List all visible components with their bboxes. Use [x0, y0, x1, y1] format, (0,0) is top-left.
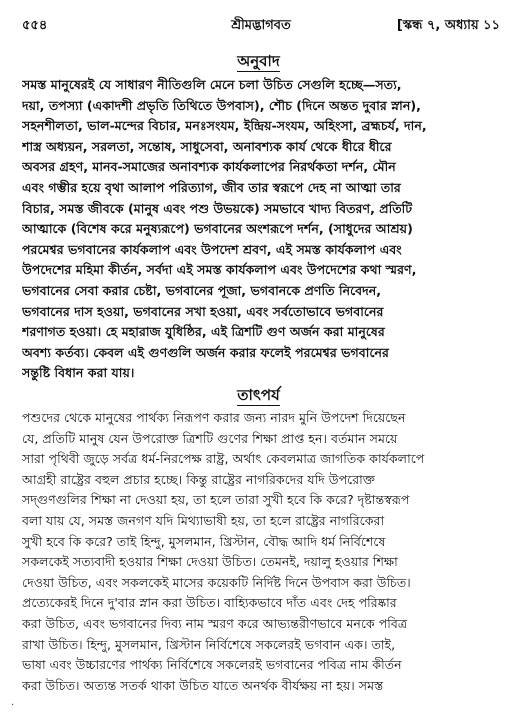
translation-heading-text: অনুবাদ: [237, 52, 280, 70]
translation-line: সমস্ত মানুষেরই যে সাধারণ নীতিগুলি মেনে চলা উচিত সেগুলি হচ্ছে—সত্য,: [22, 77, 402, 92]
purport-line: করা উচিত। অত্যন্ত সতর্ক থাকা উচিত যাতে অনর্থক বীর্যক্ষয় না হয়। সমস্ত: [22, 677, 384, 693]
chapter-reference: [স্কন্ধ ৭, অধ্যায় ১১: [396, 18, 500, 33]
purport-line: ভাষা এবং উচ্চারণের পার্থক্য নির্বিশেষে সকলেরই ভগবানের পবিত্র নাম কীর্তন: [22, 657, 402, 673]
translation-line: সন্তুষ্টি বিধান করা যায়।: [22, 365, 135, 381]
translation-line: শাস্ত্র অধ্যয়ন, সরলতা, সন্তোষ, সাধুসেবা, অনাবশ্যক কার্য থেকে ধীরে ধীরে: [22, 138, 392, 154]
translation-line: এবং গম্ভীর হয়ে বৃথা আলাপ পরিত্যাগ, জীব তার স্বরূপে দেহ না আত্মা তার: [22, 179, 401, 195]
purport-line: যে, প্রতিটি মানুষ যেন উপরোক্ত ত্রিশটি গুণের শিক্ষা প্রাপ্ত হন। বর্তমান সময়ে: [22, 430, 398, 446]
purport-line: সারা পৃথিবী জুড়ে সর্বত্র ধর্ম-নিরপেক্ষ রাষ্ট্র, অর্থাৎ কেবলমাত্র জাগতিক কার্যকলাপে: [22, 451, 425, 467]
translation-line: সহনশীলতা, ভাল-মন্দের বিচার, মনঃসংযম, ইন্দ্রিয়-সংযম, অহিংসা, ব্রহ্মচর্য, দান,: [22, 118, 427, 134]
purport-line: আগ্রহী রাষ্ট্রের বহুল প্রচার হচ্ছে। কিন্তু রাষ্ট্রের নাগরিকদের যদি উপরোক্ত: [22, 471, 376, 487]
translation-line: অবশ্য কর্তব্য। কেবল এই গুণগুলি অর্জন করার ফলেই পরমেশ্বর ভগবানের: [22, 344, 389, 360]
purport-line: সকলকেই সত্যবাদী হওয়ার শিক্ষা দেওয়া উচিত। তেমনই, দয়ালু হওয়ার শিক্ষা: [22, 554, 398, 570]
purport-text: [22, 408, 497, 696]
purport-line: রাখা উচিত। হিন্দু, মুসলমান, খ্রিস্টান নির্বিশেষে সকলেরই ভগবান এক। তাই,: [22, 636, 396, 652]
purport-heading-text: তাৎপর্য: [237, 386, 280, 404]
purport-line: পশুদের থেকে মানুষের পার্থক্য নিরূপণ করার জন্য নারদ মুনি উপদেশ দিয়েছেন: [22, 410, 406, 425]
purport-line: সদ্গুণগুলির শিক্ষা না দেওয়া হয়, তা হলে তারা সুখী হবে কি করে? দৃষ্টান্তস্বরূপ: [22, 492, 410, 508]
translation-heading: [0, 50, 517, 75]
page-number: ৫৫৪: [22, 18, 48, 33]
book-title: শ্রীমদ্ভাগবত: [231, 18, 291, 33]
translation-line: উপদেশের মহিমা কীর্তন, সর্বদা এই সমস্ত কার্যকলাপ এবং উপদেশের কথা স্মরণ,: [22, 262, 417, 278]
translation-line: অবসর গ্রহণ, মানব-সমাজের অনাবশ্যক কার্যকলাপের নিরর্থকতা দর্শন, মৌন: [22, 159, 396, 175]
scan-mark: ·: [11, 700, 15, 711]
translation-text: [22, 75, 497, 384]
purport-line: বলা যায় যে, সমস্ত জনগণ যদি মিথ্যাভাষী হয়, তা হলে রাষ্ট্রের নাগরিকেরা: [22, 512, 385, 528]
purport-heading: [0, 384, 517, 409]
translation-line: পরমেশ্বর ভগবানের কার্যকলাপ এবং উপদেশ শ্রবণ, এই সমস্ত কার্যকলাপ এবং: [22, 241, 402, 257]
page-header: [22, 16, 500, 38]
translation-line: ভগবানের দাস হওয়া, ভগবানের সখা হওয়া, এবং সর্বতোভাবে ভগবানের: [22, 303, 384, 319]
translation-line: ভগবানের সেবা করার চেষ্টা, ভগবানের পূজা, ভগবানকে প্রণতি নিবেদন,: [22, 282, 382, 298]
translation-line: দয়া, তপস্যা (একাদশী প্রভৃতি তিথিতে উপবাস), শৌচ (দিনে অন্তত দুবার স্নান),: [22, 97, 421, 113]
purport-line: করা উচিত, এবং ভগবানের দিব্য নাম স্মরণ করে আভ্যন্তরীণভাবে মনকে পবিত্র: [22, 615, 408, 631]
purport-line: প্রত্যেকেরই দিনে দু'বার স্নান করা উচিত। বাহ্যিকভাবে দাঁত এবং দেহ পরিষ্কার: [22, 595, 397, 611]
translation-line: আত্মাকে (বিশেষ করে মনুষ্যরূপে) ভগবানের অংশরূপে দর্শন, (সাধুদের আশ্রয়): [22, 221, 413, 237]
translation-line: শরণাগত হওয়া। হে মহারাজ যুধিষ্ঠির, এই ত্রিশটি গুণ অর্জন করা মানুষের: [22, 324, 385, 340]
purport-line: সুখী হবে কি করে? তাই হিন্দু, মুসলমান, খ্রিস্টান, বৌদ্ধ আদি ধর্ম নির্বিশেষে: [22, 533, 386, 549]
translation-line: বিচার, সমস্ত জীবকে (মানুষ এবং পশু উভয়কে) সমভাবে খাদ্য বিতরণ, প্রতিটি: [22, 200, 413, 216]
purport-line: দেওয়া উচিত, এবং সকলকেই মাসের কয়েকটি নির্দিষ্ট দিনে উপবাস করা উচিত।: [22, 574, 411, 590]
